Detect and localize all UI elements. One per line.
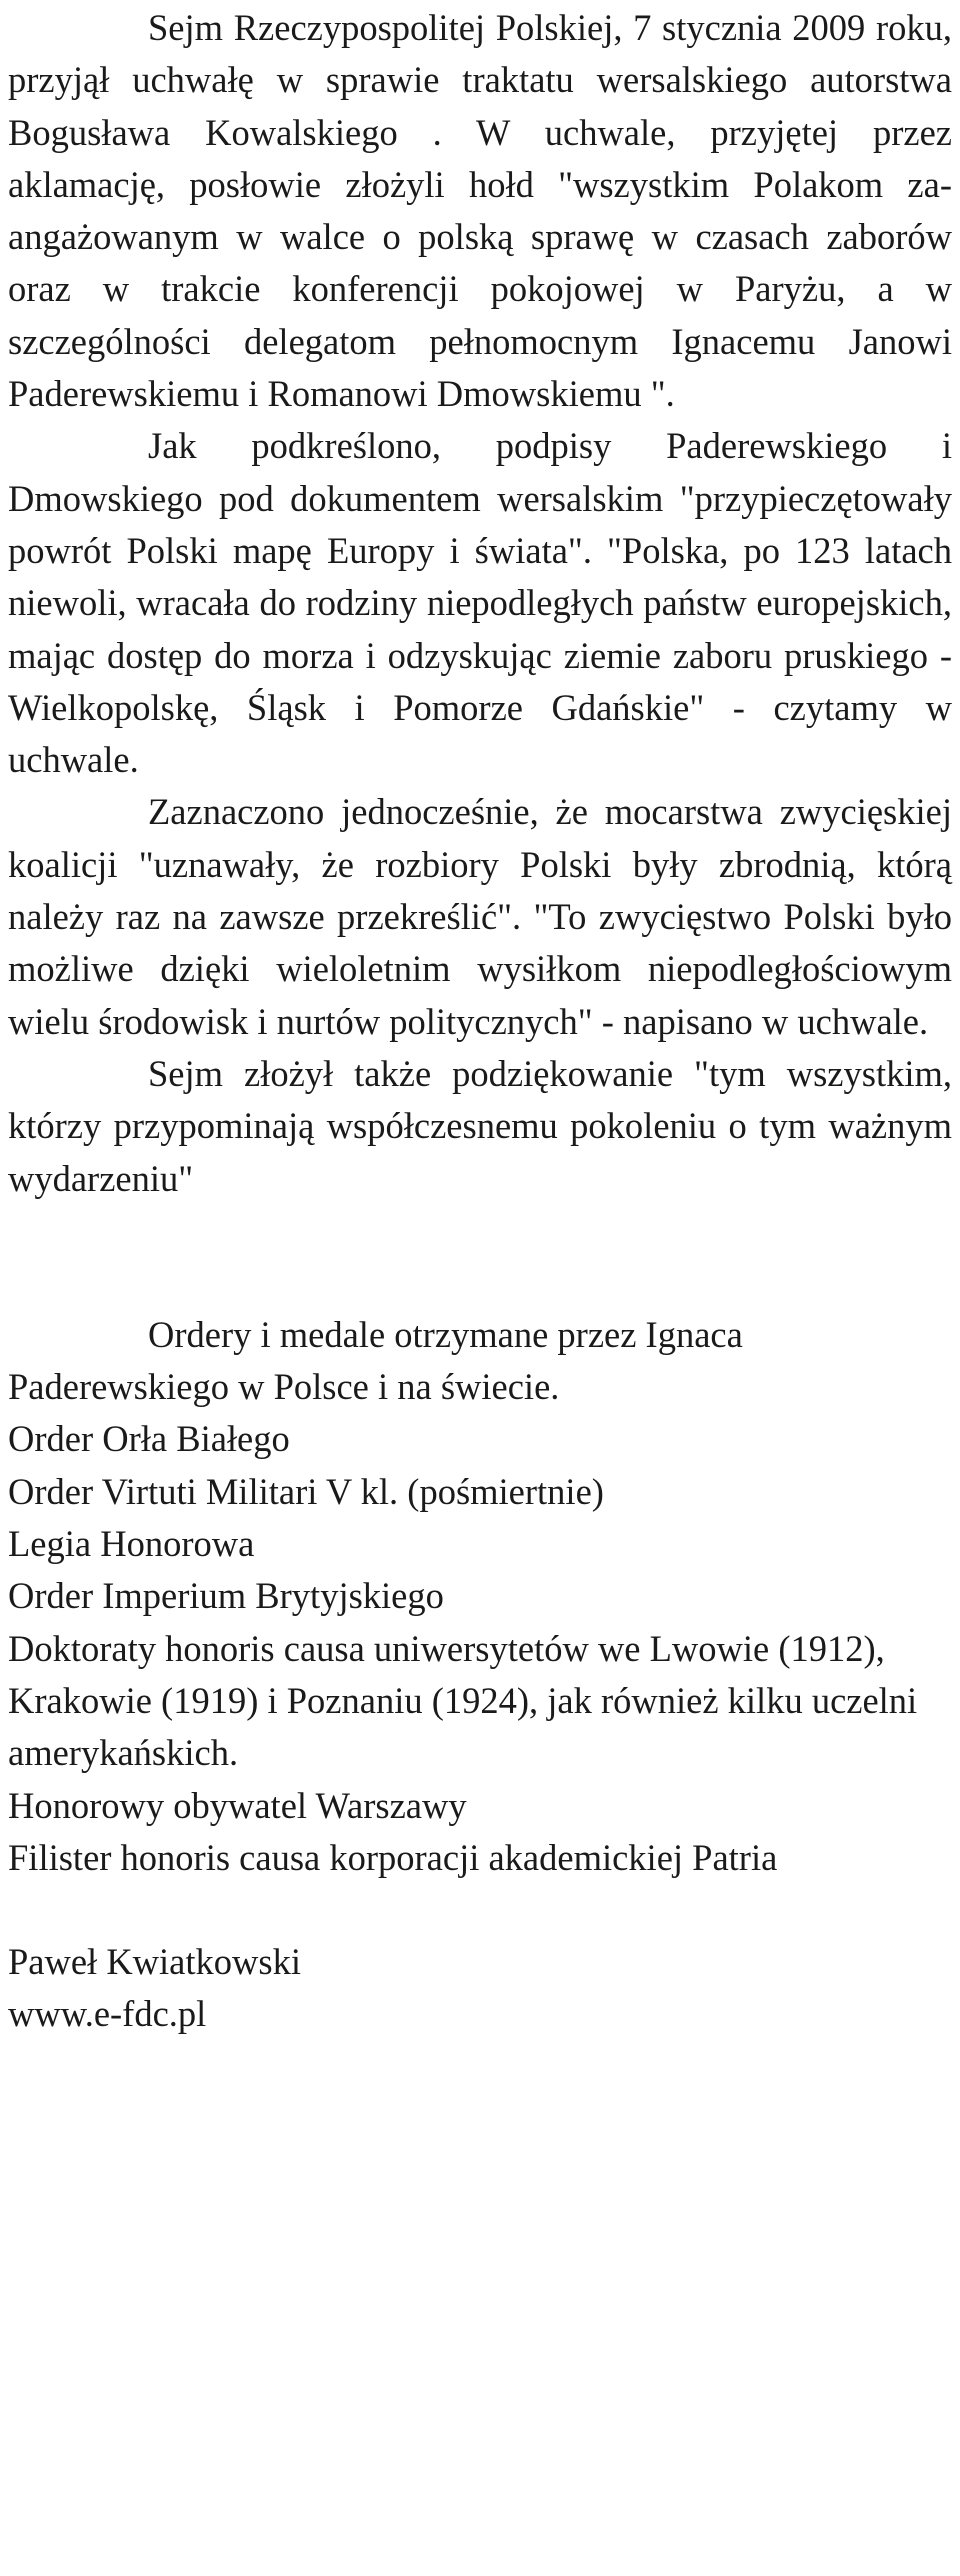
paragraph-coalition: Zaznaczono jednocześnie, że mocarstwa zwycięskiej koalicji "uznawały, że rozbiory Polski były zbrodnią, którą należy raz na zawsze przekreślić". "To zwycięstwo Polski było możliwe dzięki wieloletnim wysiłkom niepodległościowym wielu środowisk i nurtów politycznych" - napisano w uchwale.	[8, 791, 952, 1042]
order-item: Filister honoris causa korporacji akademickiej Patria	[8, 1836, 778, 1878]
orders-heading: Ordery i medale otrzymane przez Ignaca Paderewskiego w Polsce i na świecie.	[8, 1313, 743, 1408]
paragraph-sejm-resolution: Sejm Rzeczypospolitej Polskiej, 7 stycznia 2009 roku, przyjął uchwałę w sprawie traktatu wersalskiego autorstwa Bogusława Kowalskiego . W uchwale, przyjętej przez aklamację, posłowie złożyli hołd "wszystkim Polakom zaangażowanym w walce o polską sprawę w czasach zaborów oraz w trakcie konferencji pokojowej w Paryżu, a w szczególności delegatom pełnomocnym Ignacemu Janowi Paderewskiemu i Romanowi Dmowskiemu ".	[8, 7, 952, 415]
order-item: Legia Honorowa	[8, 1523, 255, 1565]
section-gap	[8, 1205, 952, 1309]
order-item: Doktoraty honoris causa uniwersytetów we Lwowie (1912), Krakowie (1919) i Poznaniu (1924), jak również kilku uczelni amerykańskich.	[8, 1627, 918, 1774]
order-item: Order Orła Białego	[8, 1418, 290, 1460]
website-url: www.e-fdc.pl	[8, 1993, 207, 2035]
order-item: Order Imperium Brytyjskiego	[8, 1575, 444, 1617]
paragraph-thanks: Sejm złożył także podziękowanie "tym wszystkim, którzy przypominają współczesnemu pokoleniu o tym ważnym wydarzeniu"	[8, 1052, 952, 1199]
order-item: Order Virtuti Militari V kl. (pośmiertnie)	[8, 1470, 604, 1512]
paragraph-signatures: Jak podkreślono, podpisy Paderewskiego i Dmowskiego pod dokumentem wersalskim "przypieczętowały powrót Polski mapę Europy i świata". "Polska, po 123 latach niewoli, wracała do rodziny niepodległych państw europejskich, mając dostęp do morza i odzyskując ziemie zaboru pruskiego - Wielkopolskę, Śląsk i Pomorze Gdańskie" - czytamy w uchwale.	[8, 425, 952, 781]
order-item: Honorowy obywatel Warszawy	[8, 1784, 467, 1826]
author-name: Paweł Kwiatkowski	[8, 1941, 301, 1983]
footer-gap	[8, 1884, 952, 1936]
